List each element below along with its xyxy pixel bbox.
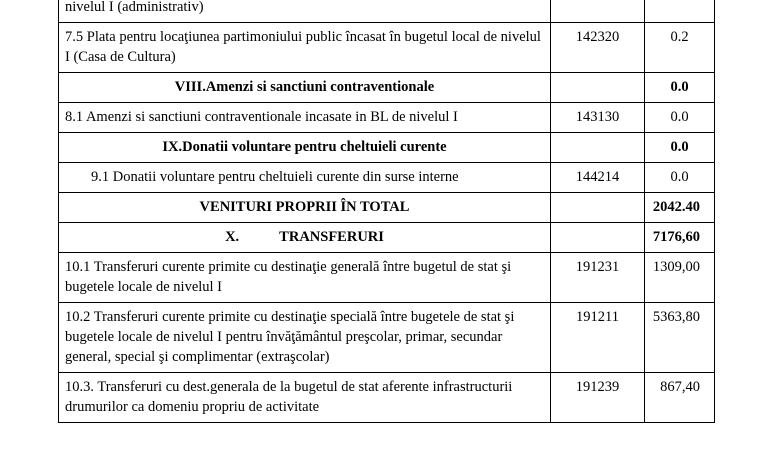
row-label: 10.1 Transferuri curente primite cu destinaţie generală între bugetul de stat şi bugetele locale de nivelul I [59, 253, 551, 303]
section-heading: VIII.Amenzi si sanctiuni contraventionale [59, 73, 551, 103]
section-value: 0.0 [645, 73, 715, 103]
row-code [551, 73, 645, 103]
row-label: 9.1 Donatii voluntare pentru cheltuieli curente din surse interne [59, 163, 551, 193]
row-value: 5363,80 [645, 303, 715, 373]
section-row [59, 133, 715, 163]
row-code: 143130 [551, 103, 645, 133]
table-row [59, 303, 715, 373]
table-row [59, 0, 715, 23]
budget-table [58, 0, 714, 423]
table-row [59, 373, 715, 423]
row-code: 191231 [551, 253, 645, 303]
table-row [59, 103, 715, 133]
row-code [551, 0, 645, 23]
row-value [645, 0, 715, 23]
section-heading: IX.Donatii voluntare pentru cheltuieli curente [59, 133, 551, 163]
row-code: 144214 [551, 163, 645, 193]
section-value: 7176,60 [645, 223, 715, 253]
total-value: 2042.40 [645, 193, 715, 223]
section-heading [59, 223, 551, 253]
row-label: 10.3. Transferuri cu dest.generala de la bugetul de stat aferente infrastructurii drumurilor ca domeniu propriu de activitate [59, 373, 551, 423]
row-label: 7.5 Plata pentru locaţiunea partimoniului public încasat în bugetul local de nivelul I (Casa de Cultura) [59, 23, 551, 73]
table-row [59, 253, 715, 303]
row-code [551, 223, 645, 253]
row-code: 142320 [551, 23, 645, 73]
row-value: 1309,00 [645, 253, 715, 303]
row-value: 867,40 [645, 373, 715, 423]
row-label: 10.2 Transferuri curente primite cu destinaţie specială între bugetele de stat şi bugetele locale de nivelul I pentru învăţământul preşcolar, primar, secundar general, special şi complimentar (extraşcolar) [59, 303, 551, 373]
row-label: nivelul I (administrativ) [59, 0, 551, 23]
row-value: 0.2 [645, 23, 715, 73]
row-value: 0.0 [645, 103, 715, 133]
section-value: 0.0 [645, 133, 715, 163]
table-row [59, 23, 715, 73]
row-code: 191211 [551, 303, 645, 373]
section-title: TRANSFERURI [279, 229, 384, 245]
total-row [59, 193, 715, 223]
row-code [551, 133, 645, 163]
section-row [59, 223, 715, 253]
total-heading: VENITURI PROPRII ÎN TOTAL [59, 193, 551, 223]
row-value: 0.0 [645, 163, 715, 193]
table-row [59, 163, 715, 193]
row-code: 191239 [551, 373, 645, 423]
row-code [551, 193, 645, 223]
row-label: 8.1 Amenzi si sanctiuni contraventionale incasate in BL de nivelul I [59, 103, 551, 133]
section-numeral: X. [225, 229, 240, 245]
section-row [59, 73, 715, 103]
